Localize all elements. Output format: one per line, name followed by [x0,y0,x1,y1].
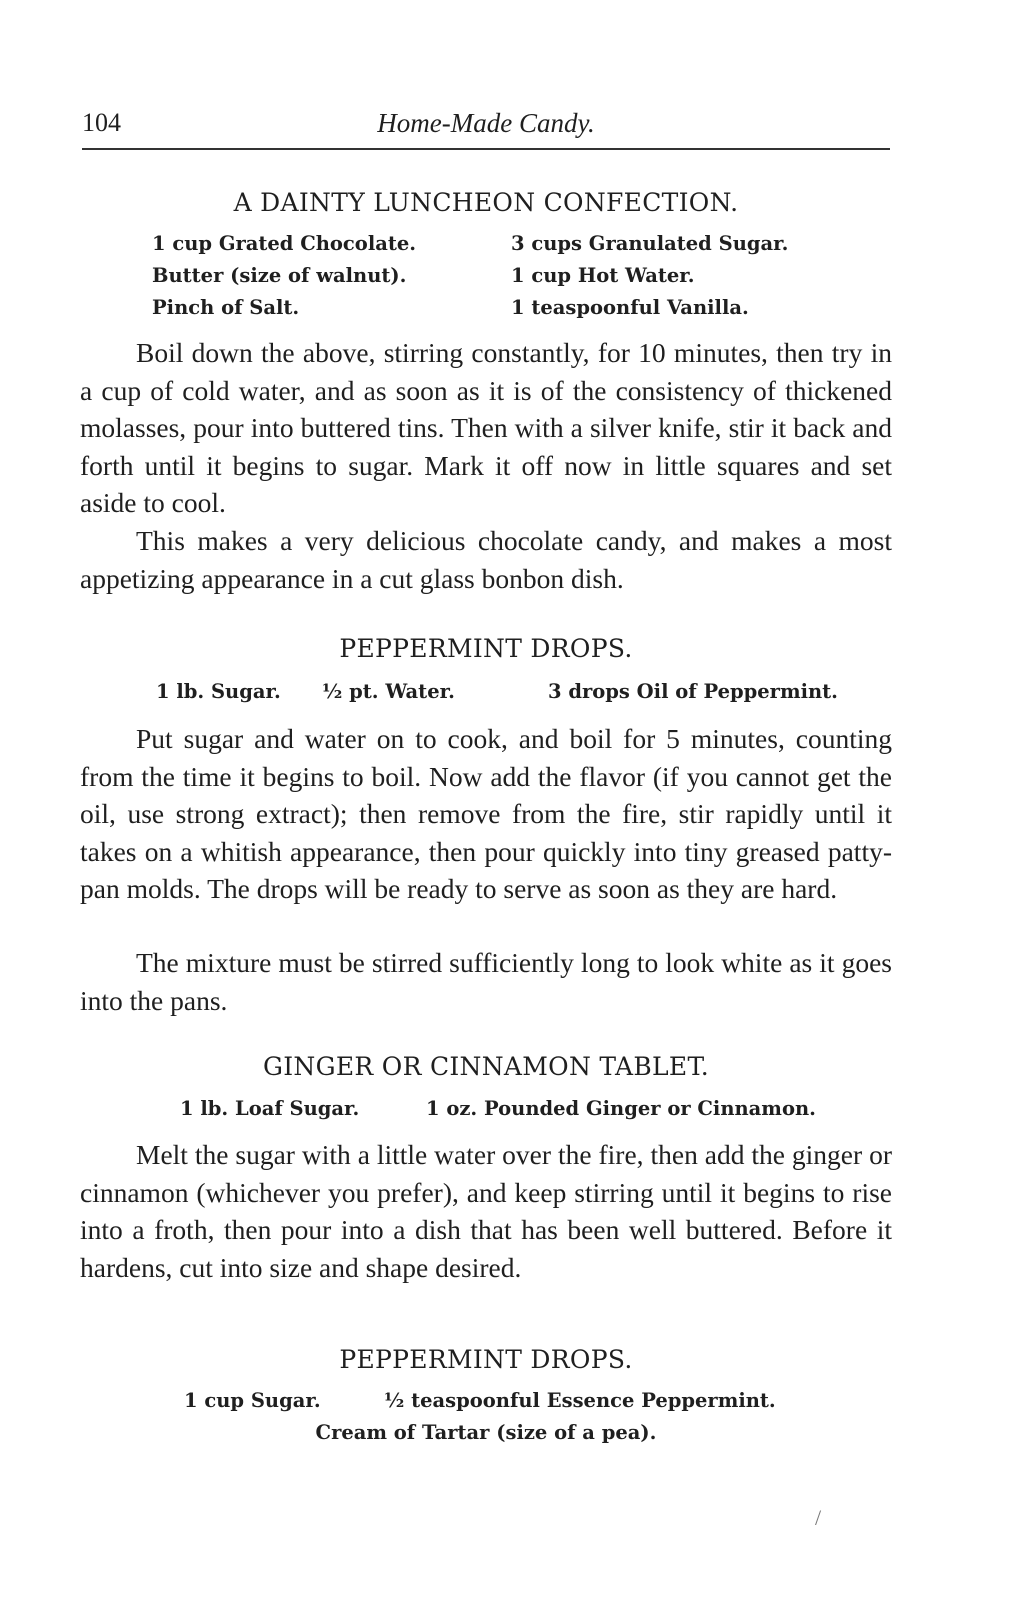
recipe-paragraph: The mixture must be stirred sufficiently long to look white as it goes into the pans. [80,947,892,1016]
page-header [82,108,890,150]
ingredient: 1 cup Grated Chocolate. [152,232,417,255]
ingredient: ½ teaspoonful Essence Peppermint. [384,1389,776,1412]
ingredient: 1 lb. Loaf Sugar. [180,1097,360,1120]
ingredient: 1 cup Hot Water. [511,264,695,287]
ingredient: ½ pt. Water. [322,680,455,703]
ingredient: 3 drops Oil of Peppermint. [548,680,838,703]
ingredient: Butter (size of walnut). [152,264,407,287]
ingredient: 1 oz. Pounded Ginger or Cinnamon. [426,1097,816,1120]
running-title: Home-Made Candy. [377,108,595,138]
ingredient: 3 cups Granulated Sugar. [511,232,789,255]
recipe-paragraph: Boil down the above, stirring constantly, for 10 minutes, then try in a cup of cold water, and as soon as it is of the consistency of thickened molasses, pour into buttered tins. Then with a silver knife, stir it back and forth until it begins to sugar. Mark it off now in little squares and set aside to cool. [80,337,892,518]
ingredient: Pinch of Salt. [152,296,300,319]
recipe-paragraph: Put sugar and water on to cook, and boil for 5 minutes, counting from the time it begins to boil. Now add the flavor (if you cannot get the oil, use strong extract); then remove from the fire, stir rapidly until it takes on a whitish appearance, then pour quickly into tiny greased patty-pan molds. The drops will be ready to serve as soon as they are hard. [80,723,892,904]
page-number: 104 [82,108,121,137]
ingredient: 1 teaspoonful Vanilla. [511,296,749,319]
recipe-paragraph: This makes a very delicious chocolate candy, and makes a most appetizing appearance in a cut glass bonbon dish. [80,525,892,594]
margin-mark: / [815,1505,822,1530]
recipe-title: PEPPERMINT DROPS. [339,1345,633,1374]
recipe-title: GINGER OR CINNAMON TABLET. [262,1052,710,1081]
ingredient: 1 cup Sugar. [184,1389,321,1412]
ingredient: Cream of Tartar (size of a pea). [315,1421,657,1444]
recipe-title: PEPPERMINT DROPS. [339,634,633,663]
recipe-paragraph: Melt the sugar with a little water over the fire, then add the ginger or cinnamon (whichever you prefer), and keep stirring until it begins to rise into a froth, then pour into a dish that has been well buttered. Before it hardens, cut into size and shape desired. [80,1139,892,1283]
ingredient: 1 lb. Sugar. [156,680,281,703]
recipe-title: A DAINTY LUNCHEON CONFECTION. [233,188,739,217]
